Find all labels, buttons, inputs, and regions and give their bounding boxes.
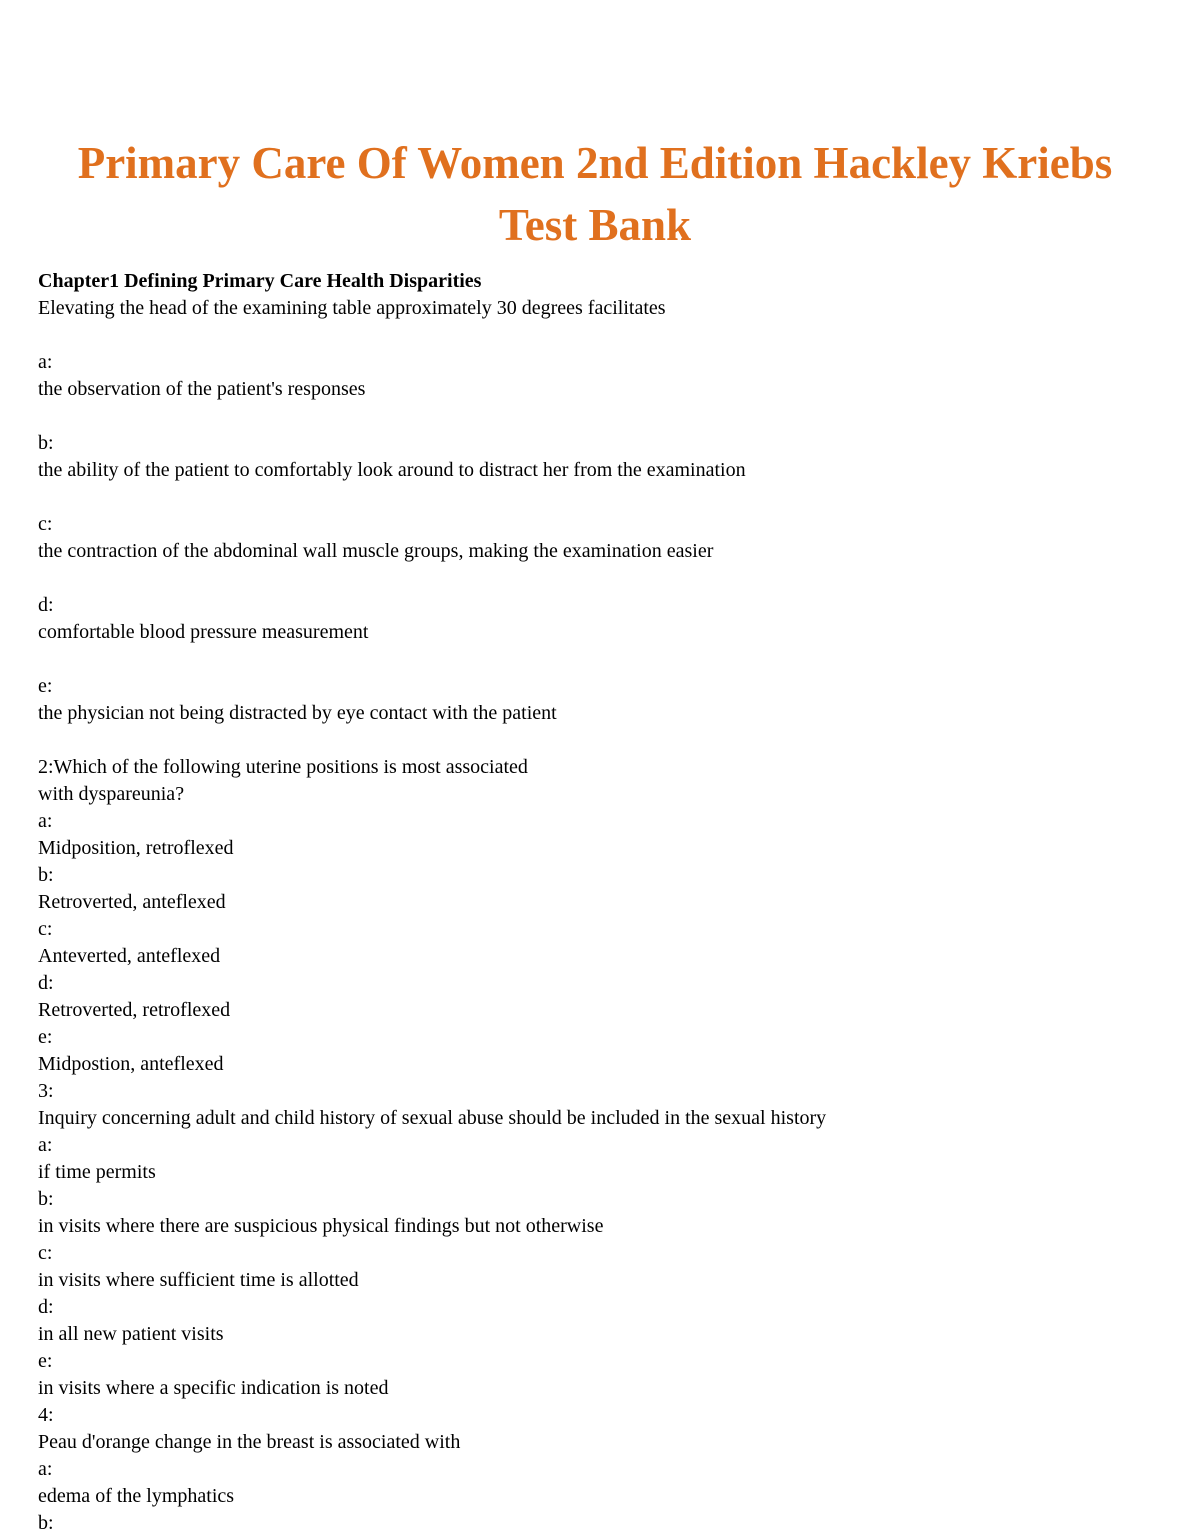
option-e [38,1024,1160,1078]
option-label: a: [38,1458,53,1480]
question-number: 4: [38,1404,54,1426]
option-text: comfortable blood pressure measurement [38,621,369,643]
option-label: d: [38,972,54,994]
option-label: e: [38,675,53,697]
option-e [38,1348,1160,1402]
option-label: b: [38,864,54,886]
option-text: in visits where a specific indication is noted [38,1377,389,1399]
option-label: a: [38,351,53,373]
option-b [38,430,1160,484]
document-body [0,268,1190,1540]
page-title-line2: Test Bank [498,200,692,250]
question-4 [38,1402,1160,1540]
option-label: e: [38,1026,53,1048]
option-a [38,349,1160,403]
option-text: Midpostion, anteflexed [38,1053,224,1075]
question-stem: Elevating the head of the examining table approximately 30 degrees facilitates [38,297,666,319]
option-text: edema of the lymphatics [38,1485,235,1507]
question-number: 3: [38,1080,54,1102]
option-text: in visits where sufficient time is allotted [38,1269,359,1291]
question-1 [38,295,1160,727]
option-label: b: [38,1512,54,1534]
option-d [38,592,1160,646]
option-text: the contraction of the abdominal wall muscle groups, making the examination easier [38,540,714,562]
option-text: Retroverted, anteflexed [38,891,226,913]
option-label: c: [38,1242,53,1264]
page-title [0,132,1190,256]
chapter-heading: Chapter1 Defining Primary Care Health Disparities [38,270,482,292]
option-b [38,1510,1160,1540]
question-stem: Inquiry concerning adult and child history of sexual abuse should be included in the sexual history [38,1107,827,1129]
option-text: Retroverted, retroflexed [38,999,231,1021]
option-label: a: [38,1134,53,1156]
question-stem: Peau d'orange change in the breast is associated with [38,1431,461,1453]
option-label: c: [38,513,53,535]
option-c [38,511,1160,565]
question-stem-continued: with dyspareunia? [38,783,185,805]
option-label: b: [38,1188,54,1210]
option-label: a: [38,810,53,832]
option-a [38,1456,1160,1510]
option-label: d: [38,1296,54,1318]
option-b [38,1186,1160,1240]
option-label: b: [38,432,54,454]
option-c [38,916,1160,970]
option-text: in visits where there are suspicious physical findings but not otherwise [38,1215,604,1237]
option-text: Anteverted, anteflexed [38,945,221,967]
option-d [38,970,1160,1024]
option-label: e: [38,1350,53,1372]
option-label: d: [38,594,54,616]
option-e [38,673,1160,727]
question-3 [38,1078,1160,1402]
question-2 [38,754,1160,1078]
option-text: Midposition, retroflexed [38,837,234,859]
option-text: the ability of the patient to comfortably look around to distract her from the examination [38,459,746,481]
option-text: in all new patient visits [38,1323,224,1345]
option-b [38,862,1160,916]
option-text: the physician not being distracted by eye contact with the patient [38,702,557,724]
question-stem: 2:Which of the following uterine positions is most associated [38,756,528,778]
option-c [38,1240,1160,1294]
option-text: if time permits [38,1161,156,1183]
option-d [38,1294,1160,1348]
option-a [38,808,1160,862]
option-text: the observation of the patient's responses [38,378,366,400]
option-a [38,1132,1160,1186]
option-label: c: [38,918,53,940]
page-title-line1: Primary Care Of Women 2nd Edition Hackley Kriebs [77,138,1113,188]
